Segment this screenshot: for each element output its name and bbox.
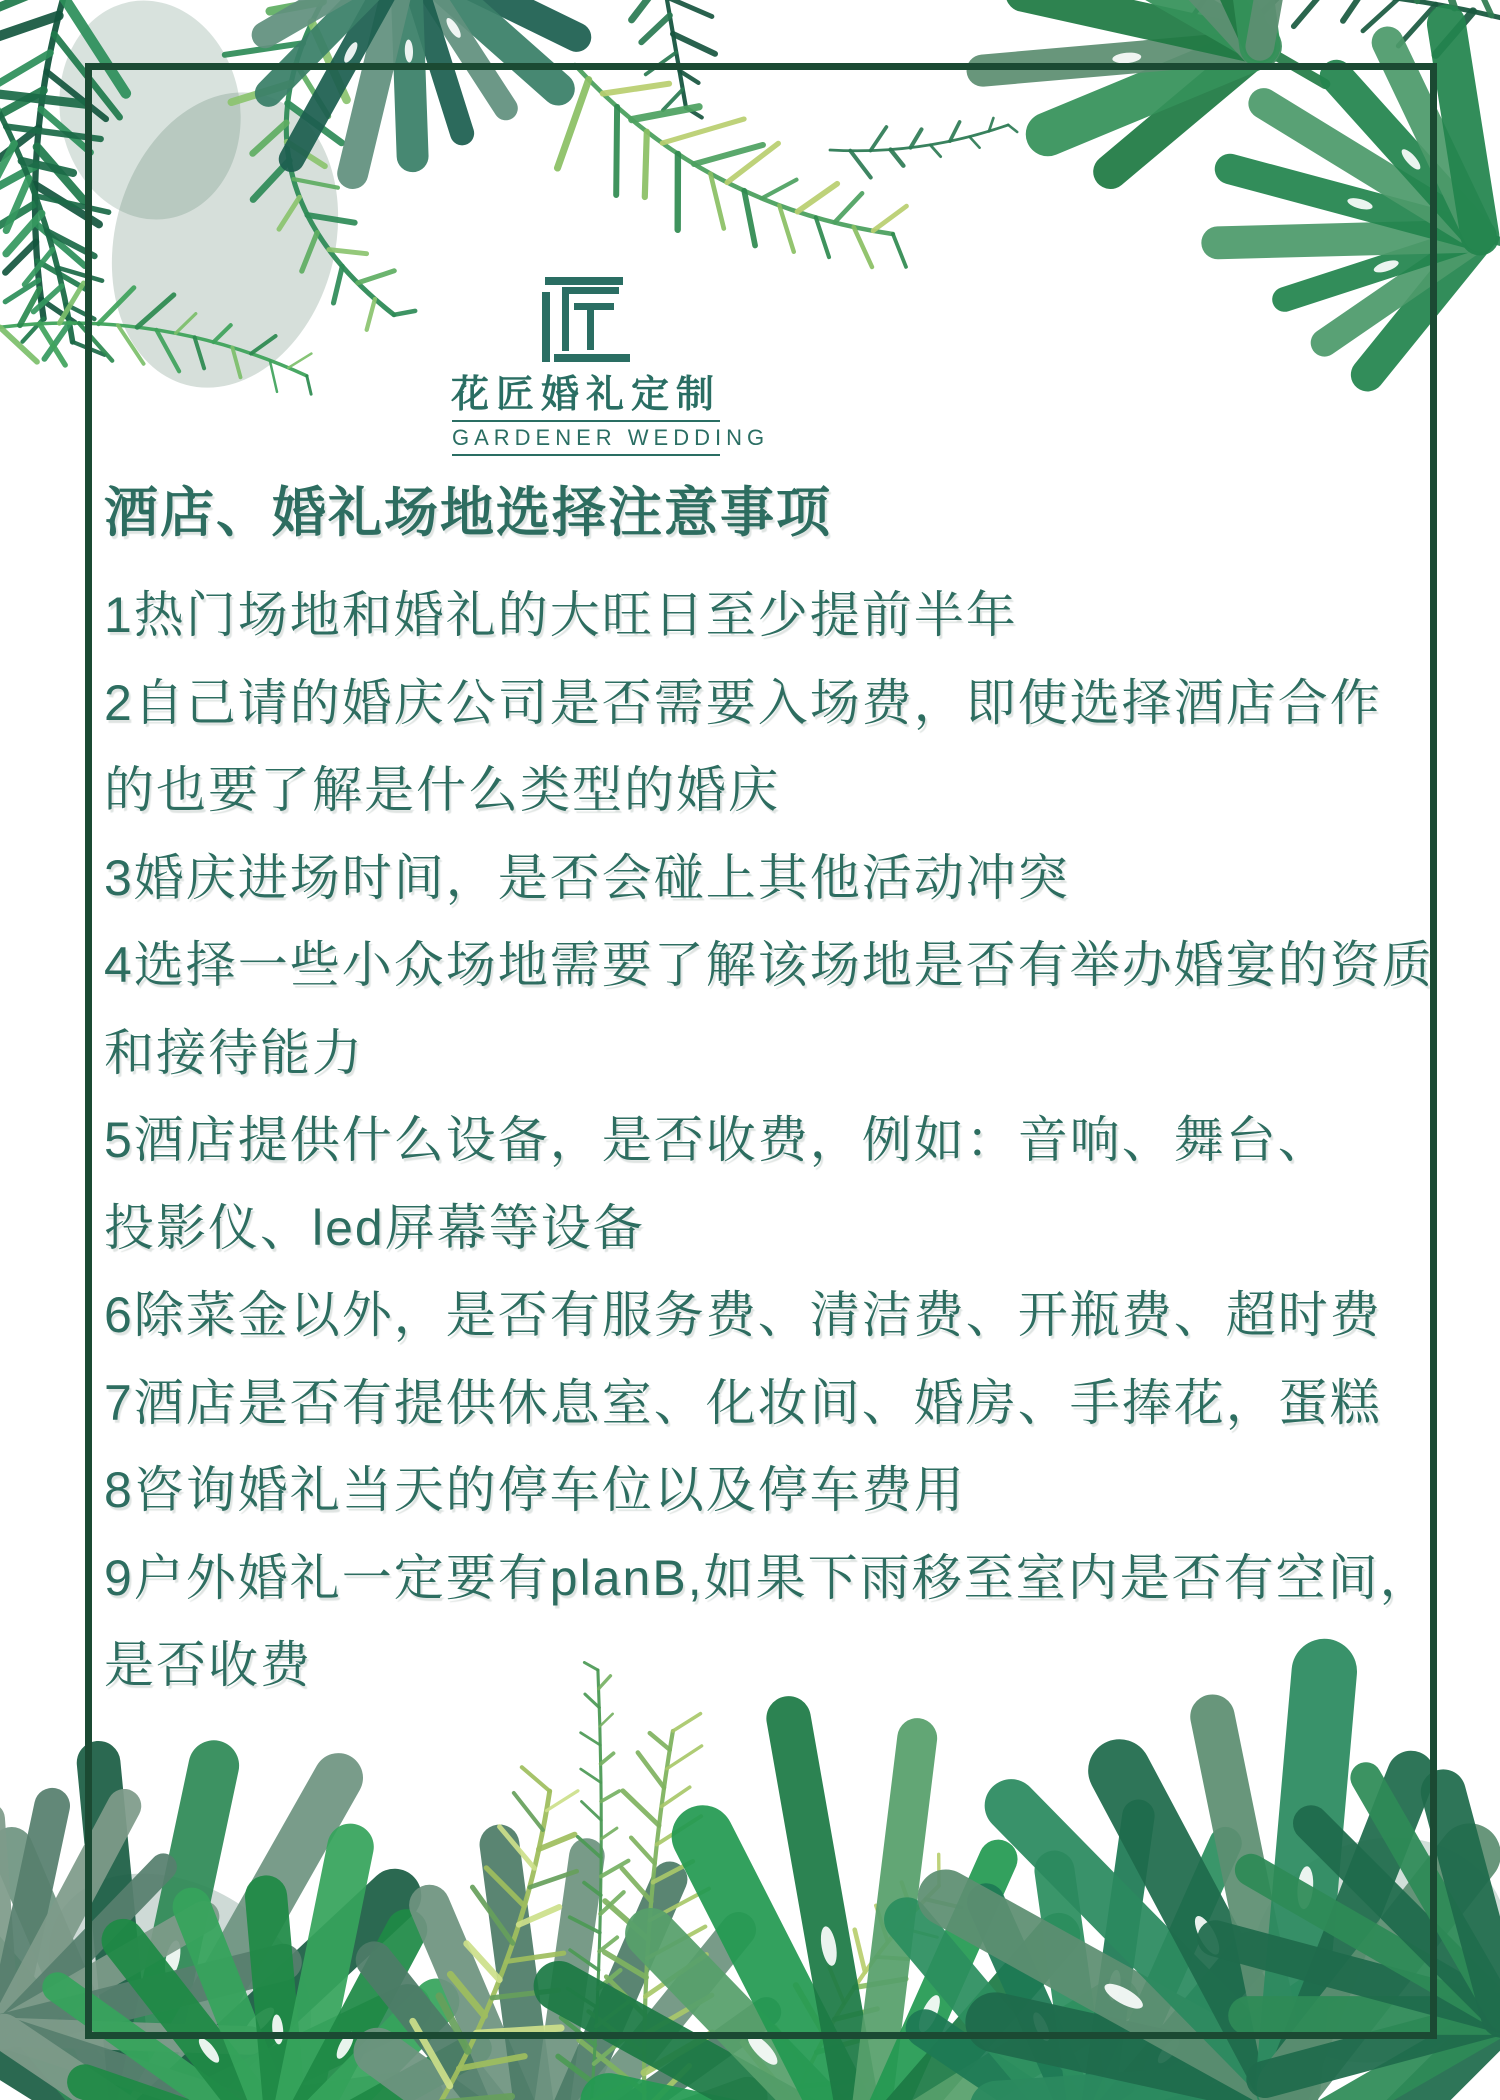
note-line: 6除菜金以外，是否有服务费、清洁费、开瓶费、超时费 xyxy=(104,1287,1382,1343)
logo-mark-bar xyxy=(587,310,594,350)
note-line: 4选择一些小众场地需要了解该场地是否有举办婚宴的资质 xyxy=(104,937,1434,993)
logo-mark-bar xyxy=(545,277,623,285)
leaf-shape xyxy=(673,34,715,54)
leaf-shape xyxy=(667,0,712,17)
note-line: 3婚庆进场时间，是否会碰上其他活动冲突 xyxy=(104,849,1070,906)
note-line: 9户外婚礼一定要有planB,如果下雨移至室内是否有空间， xyxy=(104,1549,1432,1606)
note-line: 8咨询婚礼当天的停车位以及停车费用 xyxy=(104,1462,966,1518)
note-line: 5酒店提供什么设备，是否收费，例如：音响、舞台、 xyxy=(104,1112,1330,1168)
brand-logo xyxy=(436,276,770,456)
note-line: 7酒店是否有提供休息室、化妆间、婚房、手捧花，蛋糕 xyxy=(104,1374,1382,1431)
logo-mark-bar xyxy=(562,294,569,351)
note-line: 和接待能力 xyxy=(104,1024,364,1081)
notes-section xyxy=(104,470,1444,1710)
leaf-shape xyxy=(632,0,664,20)
jiang-logo-icon xyxy=(542,276,630,364)
leaf-shape xyxy=(1363,0,1399,31)
note-line: 1热门场地和婚礼的大旺日至少提前半年 xyxy=(104,587,1018,643)
brand-name-english: GARDENER WEDDING xyxy=(452,420,720,456)
note-line: 投影仪、led屏幕等设备 xyxy=(104,1199,645,1256)
leaf-shape xyxy=(0,16,59,40)
logo-mark-bar xyxy=(574,303,614,310)
logo-mark-bar xyxy=(542,292,550,362)
brand-name-chinese: 花匠婚礼定制 xyxy=(450,371,721,416)
leaf-shape xyxy=(1294,0,1324,26)
page-title: 酒店、婚礼场地选择注意事项 xyxy=(104,483,832,543)
note-line: 是否收费 xyxy=(104,1637,312,1693)
leaf-shape xyxy=(1343,0,1361,21)
leaf-shape xyxy=(641,15,669,42)
logo-mark-bar xyxy=(554,354,630,362)
note-line: 的也要了解是什么类型的婚庆 xyxy=(104,762,780,818)
note-line: 2自己请的婚庆公司是否需要入场费，即使选择酒店合作 xyxy=(104,674,1382,731)
logo-mark-bar xyxy=(562,287,619,294)
leaf-shape xyxy=(6,178,29,230)
